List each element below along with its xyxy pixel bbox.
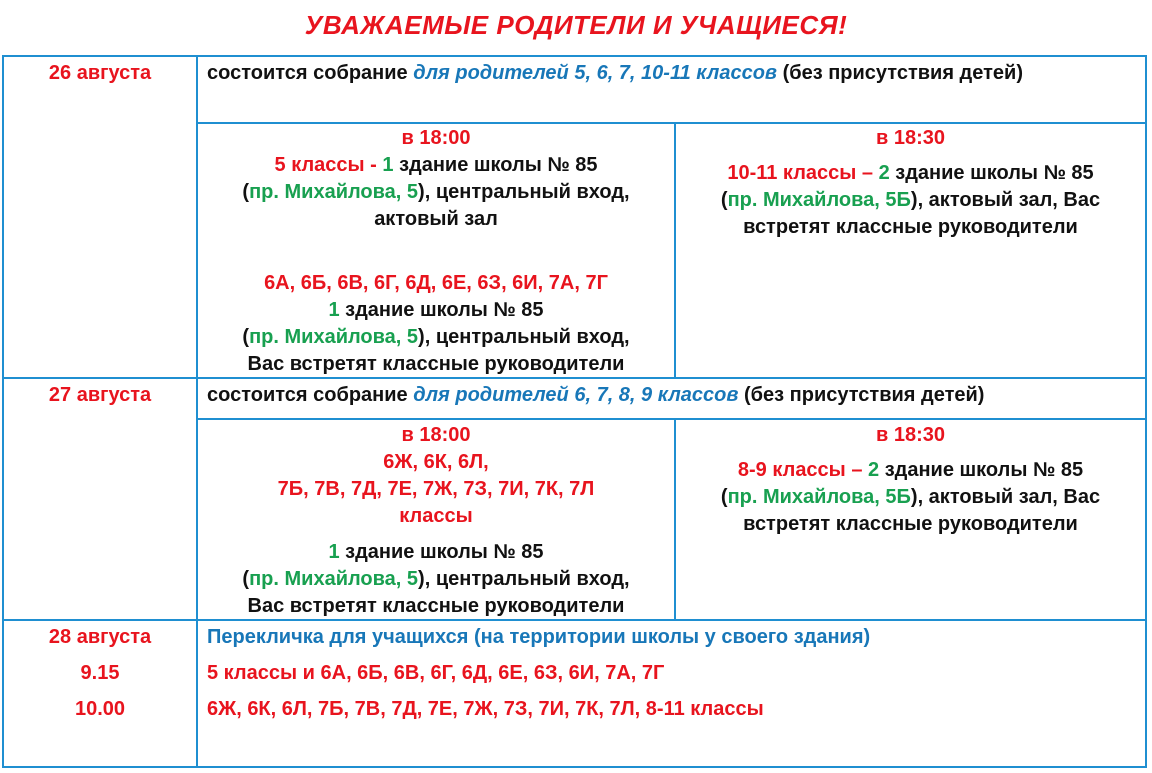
aug27-left-spacer: [198, 530, 674, 539]
table-border-right: [1145, 55, 1147, 768]
aug27-left-time: в 18:00: [401, 424, 471, 446]
table-border-top: [2, 55, 1147, 57]
aug26-left-l2-rest: ), центральный вход,: [418, 181, 630, 203]
aug27-right-l1-green: 2: [868, 459, 880, 481]
aug26-right-l2-open: (: [720, 189, 728, 211]
table-border-bottom: [2, 766, 1147, 768]
aug26-intro-em: для родителей 5, 6, 7, 10-11 классов: [413, 62, 778, 84]
aug26-left-l1-green: 1: [382, 154, 394, 176]
aug26-left-line1: [198, 152, 674, 179]
aug26-left-l5-black: здание школы № 85: [339, 299, 544, 321]
aug27-right-line1: [676, 457, 1145, 484]
aug27-intro: [207, 382, 1142, 409]
aug28-row1: 5 классы и 6А, 6Б, 6В, 6Г, 6Д, 6Е, 6З, 6И, 7А, 7Г: [207, 662, 665, 684]
aug26-left-line2: [198, 179, 674, 206]
aug27-right-l2-rest: ), актовый зал, Вас: [910, 486, 1101, 508]
aug26-left-l5-green: 1: [328, 299, 340, 321]
aug26-right-spacer: [676, 152, 1145, 160]
aug27-left-line1: 6Ж, 6К, 6Л,: [383, 451, 489, 473]
aug27-left-l5-green: пр. Михайлова, 5: [249, 568, 419, 590]
aug28-time2: 10.00: [74, 698, 126, 720]
aug27-left-l5-rest: ), центральный вход,: [418, 568, 630, 590]
aug26-right-l1-black: здание школы № 85: [889, 162, 1094, 184]
row-divider-1: [198, 122, 1147, 124]
aug26-left-line4: 6А, 6Б, 6В, 6Г, 6Д, 6Е, 6З, 6И, 7А, 7Г: [264, 272, 608, 294]
aug26-left-l2-open: (: [242, 181, 250, 203]
aug26-left-l1-black: здание школы № 85: [393, 154, 598, 176]
aug27-right-spacer: [676, 449, 1145, 457]
aug27-intro-a: состоится собрание: [207, 384, 414, 406]
row-divider-3: [198, 418, 1147, 420]
aug27-left-l4-black: здание школы № 85: [339, 541, 544, 563]
aug27-right-l1-black: здание школы № 85: [879, 459, 1084, 481]
aug26-left-spacer: [198, 233, 674, 270]
aug26-right-line3: встретят классные руководители: [743, 216, 1078, 238]
aug26-left-l6-green: пр. Михайлова, 5: [249, 326, 419, 348]
aug27-right-time: в 18:30: [875, 424, 945, 446]
aug27-left-l4-green: 1: [328, 541, 340, 563]
aug26-right-l1-red: 10-11 классы: [727, 162, 857, 184]
aug27-left-line6: Вас встретят классные руководители: [247, 595, 625, 617]
aug27-right-line2: [676, 484, 1145, 511]
aug26-left-l6-open: (: [242, 326, 250, 348]
date-aug26: 26 августа: [48, 62, 152, 84]
aug27-left-l5-open: (: [242, 568, 250, 590]
aug28-row2: 6Ж, 6К, 6Л, 7Б, 7В, 7Д, 7Е, 7Ж, 7З, 7И, 7К, 7Л, 8-11 классы: [207, 698, 764, 720]
aug27-intro-b: (без присутствия детей): [738, 384, 985, 406]
page-title: УВАЖАЕМЫЕ РОДИТЕЛИ И УЧАЩИЕСЯ!: [304, 10, 848, 40]
aug26-left-l6-rest: ), центральный вход,: [418, 326, 630, 348]
aug27-right-l1-red: 8-9 классы: [737, 459, 846, 481]
aug27-left-cell: [198, 422, 674, 620]
aug26-left-time: в 18:00: [401, 127, 471, 149]
aug26-left-l2-green: пр. Михайлова, 5: [249, 181, 419, 203]
aug28-time1: 9.15: [80, 662, 120, 684]
aug27-right-line3: встретят классные руководители: [743, 513, 1078, 535]
aug26-right-line2: [676, 187, 1145, 214]
aug26-intro: [207, 60, 1137, 87]
aug26-left-line7: Вас встретят классные руководители: [247, 353, 625, 375]
aug26-right-l2-rest: ), актовый зал, Вас: [910, 189, 1101, 211]
aug26-left-line6: [198, 324, 674, 351]
aug26-intro-b: (без присутствия детей): [777, 62, 1023, 84]
aug26-intro-a: состоится собрание: [207, 62, 414, 84]
aug26-right-l1-dash: –: [856, 162, 879, 184]
aug26-right-l2-green: пр. Михайлова, 5Б: [727, 189, 911, 211]
aug26-left-line3: актовый зал: [374, 208, 498, 230]
aug26-right-cell: [676, 125, 1145, 241]
aug26-left-l1-red: 5 классы -: [274, 154, 383, 176]
aug27-left-line3: классы: [399, 505, 473, 527]
aug27-right-l2-open: (: [720, 486, 728, 508]
aug26-right-time: в 18:30: [875, 127, 945, 149]
aug27-right-l2-green: пр. Михайлова, 5Б: [727, 486, 911, 508]
aug28-heading: Перекличка для учащихся (на территории школы у своего здания): [207, 626, 871, 648]
date-aug27: 27 августа: [48, 384, 152, 406]
aug26-left-line5: [198, 297, 674, 324]
aug27-left-line5: [198, 566, 674, 593]
aug27-left-line2: 7Б, 7В, 7Д, 7Е, 7Ж, 7З, 7И, 7К, 7Л: [277, 478, 595, 500]
aug27-right-cell: [676, 422, 1145, 538]
aug27-right-l1-dash: –: [845, 459, 869, 481]
date-aug28: 28 августа: [48, 626, 152, 648]
aug27-intro-em: для родителей 6, 7, 8, 9 классов: [413, 384, 739, 406]
aug26-right-line1: [676, 160, 1145, 187]
aug26-right-l1-green: 2: [878, 162, 890, 184]
aug26-left-cell: [198, 125, 674, 378]
aug27-left-line4: [198, 539, 674, 566]
